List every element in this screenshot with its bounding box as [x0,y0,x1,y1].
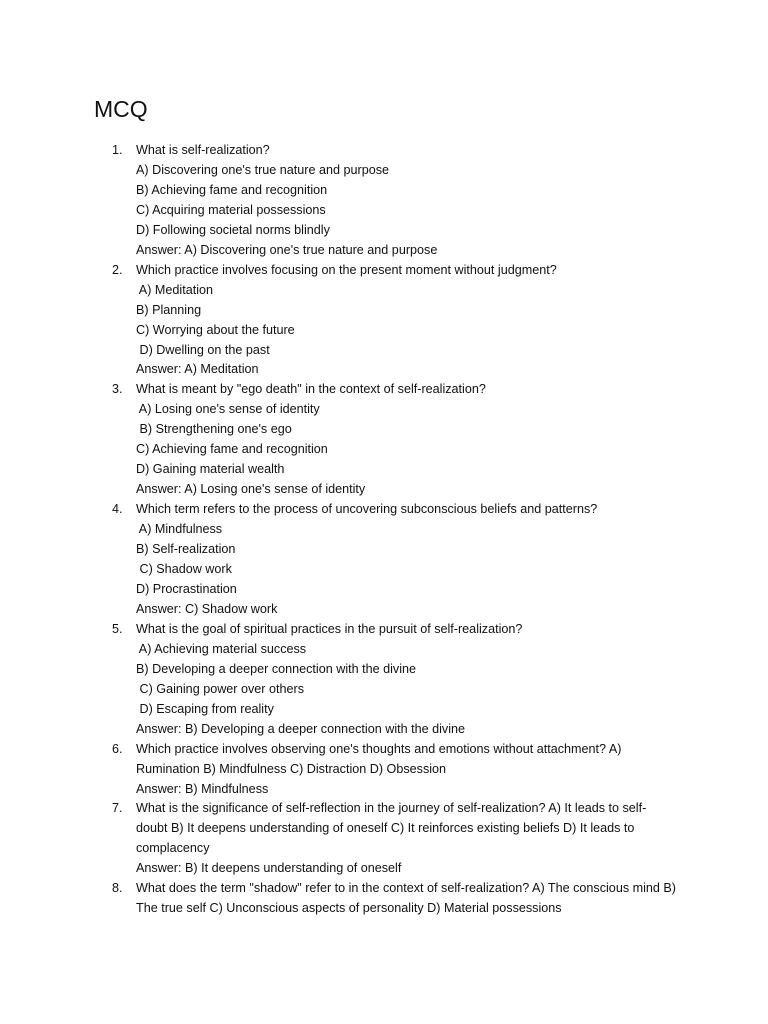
question-item [0,620,768,740]
question-number: 8. [112,881,123,896]
question-number: 5. [112,621,123,636]
answer-option: B) Achieving fame and recognition [136,182,328,197]
question-number: 6. [112,741,123,756]
question-text: What is meant by "ego death" in the context of self-realization? [136,382,486,397]
answer-line: Answer: B) Mindfulness [136,781,269,796]
answer-option: D) Procrastination [136,581,237,596]
question-text: What does the term "shadow" refer to in the context of self-realization? A) The conscious mind B) The true self C) Unconscious aspects of personality D) Material possessions [136,881,677,916]
answer-option: B) Strengthening one's ego [136,422,292,437]
page-title: MCQ [94,96,148,122]
answer-option: A) Meditation [136,282,214,297]
answer-option: D) Dwelling on the past [136,342,270,357]
answer-line: Answer: B) Developing a deeper connection with the divine [136,721,466,736]
answer-line: Answer: B) It deepens understanding of oneself [136,861,402,876]
question-text: What is the significance of self-reflection in the journey of self-realization? A) It leads to self-doubt B) It deepens understanding of oneself C) It reinforces existing beliefs D) It leads to complacency [136,801,647,856]
question-text: What is the goal of spiritual practices in the pursuit of self-realization? [136,621,523,636]
answer-option: C) Gaining power over others [136,681,304,696]
answer-option: C) Achieving fame and recognition [136,442,328,457]
answer-option: C) Shadow work [136,562,232,577]
question-item [0,879,768,919]
question-text: Which term refers to the process of uncovering subconscious beliefs and patterns? [136,502,598,517]
question-number: 7. [112,801,123,816]
answer-line: Answer: A) Discovering one's true nature and purpose [136,242,438,257]
answer-line: Answer: A) Meditation [136,362,259,377]
answer-option: A) Mindfulness [136,522,223,537]
question-number: 4. [112,502,123,517]
answer-option: A) Achieving material success [136,641,307,656]
question-list [0,141,768,919]
answer-option: D) Gaining material wealth [136,462,285,477]
question-item [0,799,768,879]
question-text: Which practice involves focusing on the present moment without judgment? [136,262,557,277]
question-number: 3. [112,382,123,397]
answer-option: C) Worrying about the future [136,322,295,337]
question-item [0,141,768,261]
question-item [0,261,768,381]
question-text: What is self-realization? [136,143,270,157]
answer-line: Answer: A) Losing one's sense of identity [136,482,366,497]
answer-option: A) Losing one's sense of identity [136,402,320,417]
answer-option: B) Planning [136,302,202,317]
answer-line: Answer: C) Shadow work [136,601,278,616]
answer-option: C) Acquiring material possessions [136,202,326,217]
question-item [0,380,768,500]
question-item [0,740,768,800]
question-number: 1. [112,143,123,157]
question-text: Which practice involves observing one's thoughts and emotions without attachment? A) Rumination B) Mindfulness C) Distraction D) Obsession [136,741,622,776]
answer-option: D) Following societal norms blindly [136,222,330,237]
question-item [0,500,768,620]
answer-option: B) Self-realization [136,542,236,557]
answer-option: A) Discovering one's true nature and purpose [136,162,390,177]
answer-option: D) Escaping from reality [136,701,274,716]
answer-option: B) Developing a deeper connection with the divine [136,661,417,676]
question-number: 2. [112,262,123,277]
